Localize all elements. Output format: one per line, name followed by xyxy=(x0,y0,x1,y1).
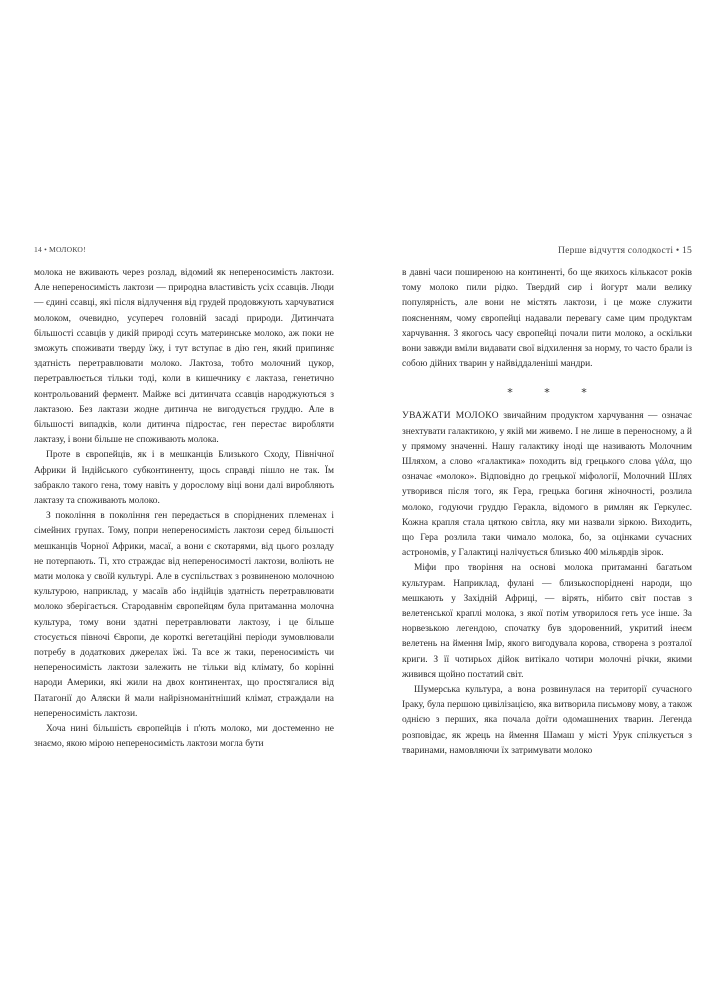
left-paragraph-4: Хоча нині більшість європейців і п'ють молоко, ми достеменно не знаємо, якою мірою непереносимість лактози могла бути xyxy=(34,724,334,750)
right-paragraph-4: Шумерська культура, а вона розвинулася на території сучасного Іраку, була першою цивілізацією, яка витворила письмову мову, а також однією з перших, яка почала доїти одомашнених тварин. Легенда розповідає, як жрець на ймення Шамаш у місті Урук спілкується з тваринами, намовляючи їх затримувати молоко xyxy=(402,685,692,756)
left-running-head: 14 • МОЛОКО! xyxy=(34,245,86,254)
left-text-block xyxy=(34,266,334,753)
right-running-head: Перше відчуття солодкості • 15 xyxy=(558,245,692,256)
section-break-ornament: * * * xyxy=(507,386,601,400)
right-text-block xyxy=(402,266,692,759)
left-paragraph-3: З покоління в покоління ген передається в споріднених племенах і сімейних групах. Тому, попри непереносимість лактози серед більшості мешканців Чорної Африки, масаї, а вони є скотарями, від цього розладу не потерпають. Ті, хто страждає від непереносимості лактози, воліють не мати молока у своїй культурі. Але в суспільствах з розвиненою молочною культурою, наприклад, у масаїв або індійців здатність перетравлювати молоко зберігається. Стародавнім європейцям була притаманна молочна культура, тому вони здатні перетравлювати лактозу, і це більше стосується півночі Європи, де короткі вегетаційні періоди зумовлювали потребу в додаткових джерелах їжі. Та все ж таки, переносимість чи непереносимість лактози залежить не тільки від клімату, бо корінні народи Америки, які жили на двох континентах, що простягалися від Патагонії до Аляски й мали найрізноманітніший клімат, страждали на непереносимість лактози. xyxy=(34,511,334,719)
right-paragraph-1: в давні часи поширеною на континенті, бо ще якихось кількасот років тому молоко пили рідко. Твердий сир і йогурт мали велику популярність, але вони не містять лактози, і це може служити поясненням, чому європейці надавали перевагу саме цим продуктам харчування. З якогось часу європейці почали пити молоко, а оскільки вони завжди вміли видавати свої відхилення за норму, то часто брали із собою дійних тварин у найвіддаленіші мандри. xyxy=(402,268,692,370)
left-paragraph-2: Проте в європейців, як і в мешканців Близького Сходу, Північної Африки й Індійського субконтиненту, щось справді пішло не так. Їм забракло такого гена, тому навіть у дорослому віці вони далі виробляють лактазу та споживають молоко. xyxy=(34,450,334,507)
lead-in-smallcaps: УВАЖАТИ МОЛОКО xyxy=(402,411,499,422)
left-paragraph-1: молока не вживають через розлад, відомий як непереносимість лактози. Але непереносимість лактози — природна властивість усіх ссавців. Люди — єдині ссавці, які після відлучення від грудей продовжують харчуватися молоком, очевидно, усупереч головній засаді природи. Дитинчата більшості ссавців у дикій природі ссуть материнське молоко, аж поки не зможуть споживати тверду їжу, і тут вступає в дію ген, який припиняє здатність перетравлювати молоко. Лактоза, тобто молочний цукор, перетравлюється тільки тоді, коли в кишечнику є лактаза, генетично контрольований фермент. Майже всі дитинчата ссавців народжуються з лактазою. Без лактази жодне дитинча не вигодується груддю. Але в більшості випадків, коли дитинча підростає, ген перестає виробляти лактазу, і вони більше не споживають молока. xyxy=(34,268,334,446)
right-paragraph-2-body: звичайним продуктом харчування — означає знехтувати галактикою, у якій ми живемо. І не лише в переносному, а й у прямому значенні. Нашу галактику іноді ще називають Молочним Шляхом, а слово «галактика» походить від грецького слова γάλα, що означає «молоко». Відповідно до грецької міфології, Молочний Шлях утворився після того, як Гера, грецька богиня жіночності, розлила молоко, годуючи груддю Геракла, відомого в римлян як Геркулес. Кожна крапля стала цяткою світла, яку ми назвали зіркою. Виходить, що Гера розлила таки чимало молока, бо, за оцінками сучасних астрономів, у Галактиці налічується близько 400 мільярдів зірок. xyxy=(402,411,692,559)
right-paragraph-2 xyxy=(402,409,692,561)
right-paragraph-3: Міфи про творіння на основі молока притаманні багатьом культурам. Наприклад, фулані — близькоспоріднені народи, що мешкають у Західній Африці, — вірять, нібито світ постав з велетенської краплі молока, з якої потім утворилося геть усе інше. За норвезькою легендою, спочатку був здоровенний, укритий інеєм велетень на ймення Імір, якого вигодувала корова, створена з розталої криги. З її чотирьох дійок витікало чотири молочні річки, якими живився щойно постатий світ. xyxy=(402,563,692,680)
